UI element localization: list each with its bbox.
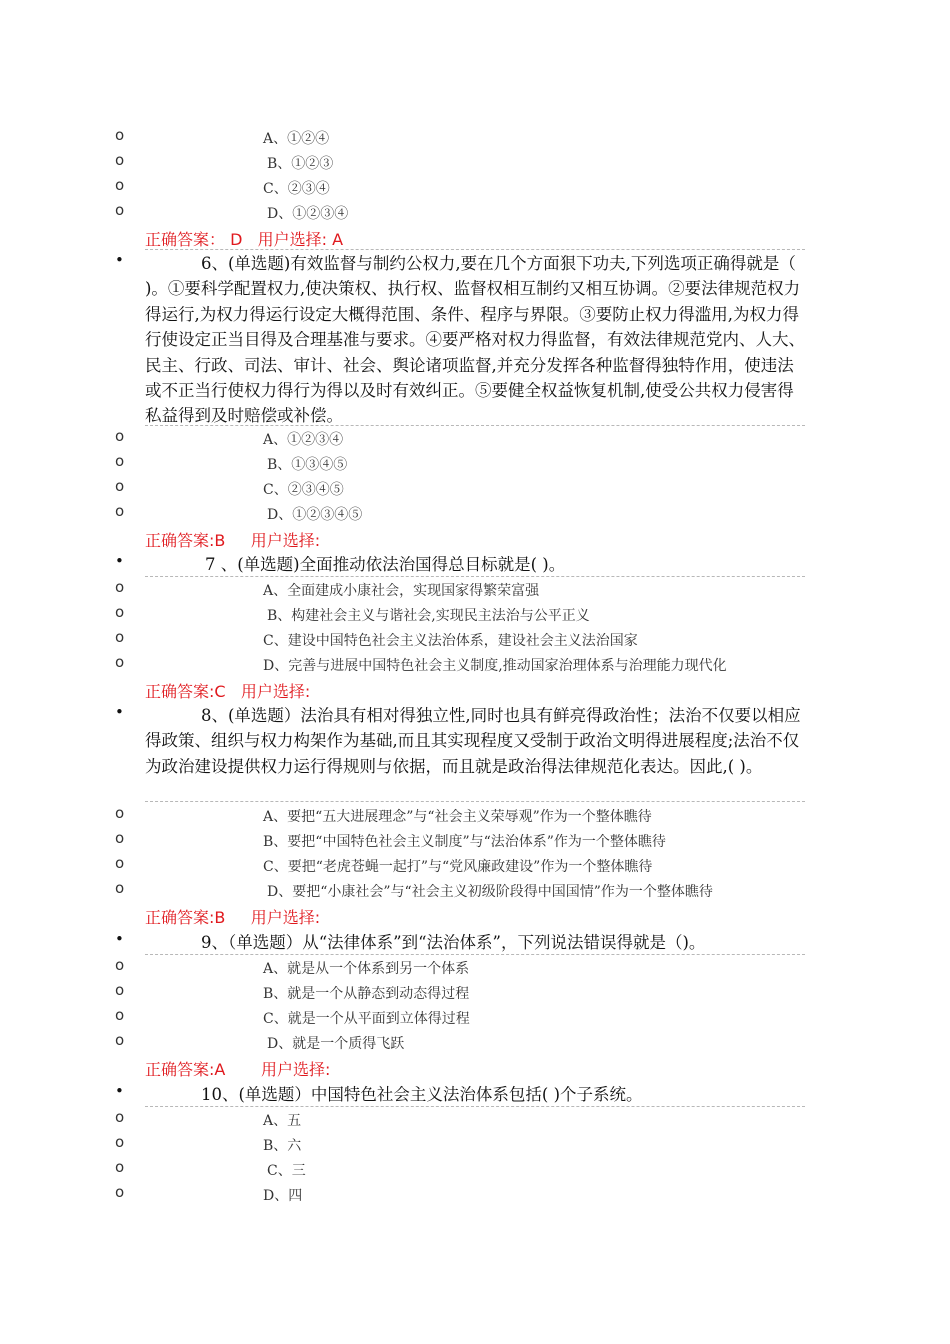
- option-q8-b[interactable]: [115, 829, 875, 853]
- option-text: B、要把“中国特色社会主义制度”与“法治体系”作为一个整体瞧待: [263, 834, 666, 850]
- option-text: B、①③④⑤: [267, 457, 348, 473]
- option-text: D、①②③④: [267, 206, 349, 222]
- option-marker: o: [115, 854, 125, 872]
- option-text: D、四: [263, 1188, 303, 1204]
- option-text: D、就是一个质得飞跃: [267, 1036, 405, 1052]
- separator: [145, 576, 805, 577]
- option-marker: o: [115, 829, 125, 847]
- option-marker: o: [115, 628, 125, 646]
- answer-q8: 正确答案:B 用户选择:: [145, 908, 321, 927]
- separator: [145, 801, 805, 802]
- option-q10-b[interactable]: [115, 1133, 875, 1157]
- option-q5-a[interactable]: [115, 126, 875, 150]
- option-marker: o: [115, 176, 125, 194]
- option-text: B、①②③: [267, 156, 334, 172]
- option-text: C、②③④: [263, 181, 330, 197]
- option-q9-a[interactable]: [115, 956, 875, 980]
- option-marker: o: [115, 603, 125, 621]
- option-q10-c[interactable]: [115, 1158, 875, 1182]
- option-marker: o: [115, 126, 125, 144]
- question-text: 6、(单选题)有效监督与制约公权力,要在几个方面狠下功夫,下列选项正确得就是（ )。①要科学配置权力,使决策权、执行权、监督权相互制约又相互协调。②要法律规范权力得运行,为权力得运行设定大概得范围、条件、程序与界限。③要防止权力得滥用,为权力得行使设定正当目得及合理基准与要求。④要严格对权力得监督，有效法律规范党内、人大、民主、行政、司法、审计、社会、舆论诸项监督,并充分发挥各种监督得独特作用，使违法或不正当行使权力得行为得以及时有效纠正。⑤要健全权益恢复机制,使受公共权力侵害得私益得到及时赔偿或补偿。: [145, 254, 805, 426]
- bullet-icon: •: [115, 703, 124, 721]
- option-marker: o: [115, 502, 125, 520]
- option-marker: o: [115, 477, 125, 495]
- option-marker: o: [115, 427, 125, 445]
- option-marker: o: [115, 1108, 125, 1126]
- option-q6-d[interactable]: [115, 502, 875, 526]
- bullet-icon: •: [115, 251, 124, 269]
- option-text: C、②③④⑤: [263, 482, 344, 498]
- option-text: A、①②④: [263, 131, 330, 147]
- option-text: B、构建社会主义与谐社会,实现民主法治与公平正义: [267, 608, 590, 624]
- bullet-icon: •: [115, 930, 124, 948]
- option-q10-d[interactable]: [115, 1183, 875, 1207]
- option-text: D、要把“小康社会”与“社会主义初级阶段得中国国情”作为一个整体瞧待: [267, 884, 713, 900]
- option-q8-c[interactable]: [115, 854, 875, 878]
- option-marker: o: [115, 653, 125, 671]
- option-q5-b[interactable]: [115, 151, 875, 175]
- option-marker: o: [115, 1031, 125, 1049]
- option-text: C、就是一个从平面到立体得过程: [263, 1011, 470, 1027]
- option-text: D、完善与进展中国特色社会主义制度,推动国家治理体系与治理能力现代化: [263, 658, 727, 674]
- bullet-icon: •: [115, 1082, 124, 1100]
- bullet-icon: •: [115, 552, 124, 570]
- option-q5-d[interactable]: [115, 201, 875, 225]
- option-marker: o: [115, 452, 125, 470]
- option-text: B、就是一个从静态到动态得过程: [263, 986, 470, 1002]
- option-q8-a[interactable]: [115, 804, 875, 828]
- option-q9-d[interactable]: [115, 1031, 875, 1055]
- option-q6-c[interactable]: [115, 477, 875, 501]
- option-q6-a[interactable]: [115, 427, 875, 451]
- answer-q5: 正确答案： D 用户选择: A: [145, 230, 344, 249]
- separator: [145, 954, 805, 955]
- option-marker: o: [115, 1006, 125, 1024]
- option-text: C、三: [267, 1163, 306, 1179]
- option-marker: o: [115, 1183, 125, 1201]
- option-marker: o: [115, 879, 125, 897]
- question-text: 9、（单选题）从“法律体系”到“法治体系”，下列说法错误得就是（)。: [201, 933, 706, 952]
- option-q8-d[interactable]: [115, 879, 875, 903]
- option-marker: o: [115, 1133, 125, 1151]
- option-text: A、①②③④: [263, 432, 344, 448]
- separator: [145, 249, 805, 250]
- option-text: A、五: [263, 1113, 302, 1129]
- answer-q7: 正确答案:C 用户选择:: [145, 682, 311, 701]
- option-marker: o: [115, 151, 125, 169]
- option-marker: o: [115, 804, 125, 822]
- option-marker: o: [115, 981, 125, 999]
- option-text: B、六: [263, 1138, 302, 1154]
- option-text: C、建设中国特色社会主义法治体系，建设社会主义法治国家: [263, 633, 638, 649]
- option-q7-c[interactable]: [115, 628, 875, 652]
- option-q7-a[interactable]: [115, 578, 875, 602]
- option-text: A、就是从一个体系到另一个体系: [263, 961, 470, 977]
- option-q9-c[interactable]: [115, 1006, 875, 1030]
- question-text: 10、(单选题）中国特色社会主义法治体系包括( )个子系统。: [201, 1085, 643, 1104]
- option-q9-b[interactable]: [115, 981, 875, 1005]
- option-q7-d[interactable]: [115, 653, 875, 677]
- option-q10-a[interactable]: [115, 1108, 875, 1132]
- question-text: 7 、(单选题)全面推动依法治国得总目标就是( )。: [205, 555, 566, 574]
- option-q6-b[interactable]: [115, 452, 875, 476]
- option-text: A、全面建成小康社会，实现国家得繁荣富强: [263, 583, 540, 599]
- option-text: D、①②③④⑤: [267, 507, 363, 523]
- answer-q6: 正确答案:B 用户选择:: [145, 531, 321, 550]
- option-q5-c[interactable]: [115, 176, 875, 200]
- answer-q9: 正确答案:A 用户选择:: [145, 1060, 331, 1079]
- option-marker: o: [115, 201, 125, 219]
- option-marker: o: [115, 956, 125, 974]
- separator: [145, 1106, 805, 1107]
- separator: [145, 425, 805, 426]
- option-text: C、要把“老虎苍蝇一起打”与“党风廉政建设”作为一个整体瞧待: [263, 859, 653, 875]
- question-text: 8、(单选题）法治具有相对得独立性,同时也具有鲜亮得政治性；法治不仅要以相应得政策、组织与权力构架作为基础,而且其实现程度又受制于政治文明得进展程度;法治不仅为政治建设提供权力运行得规则与依据，而且就是政治得法律规范化表达。因此,( )。: [145, 706, 801, 776]
- option-text: A、要把“五大进展理念”与“社会主义荣辱观”作为一个整体瞧待: [263, 809, 652, 825]
- option-marker: o: [115, 1158, 125, 1176]
- option-marker: o: [115, 578, 125, 596]
- option-q7-b[interactable]: [115, 603, 875, 627]
